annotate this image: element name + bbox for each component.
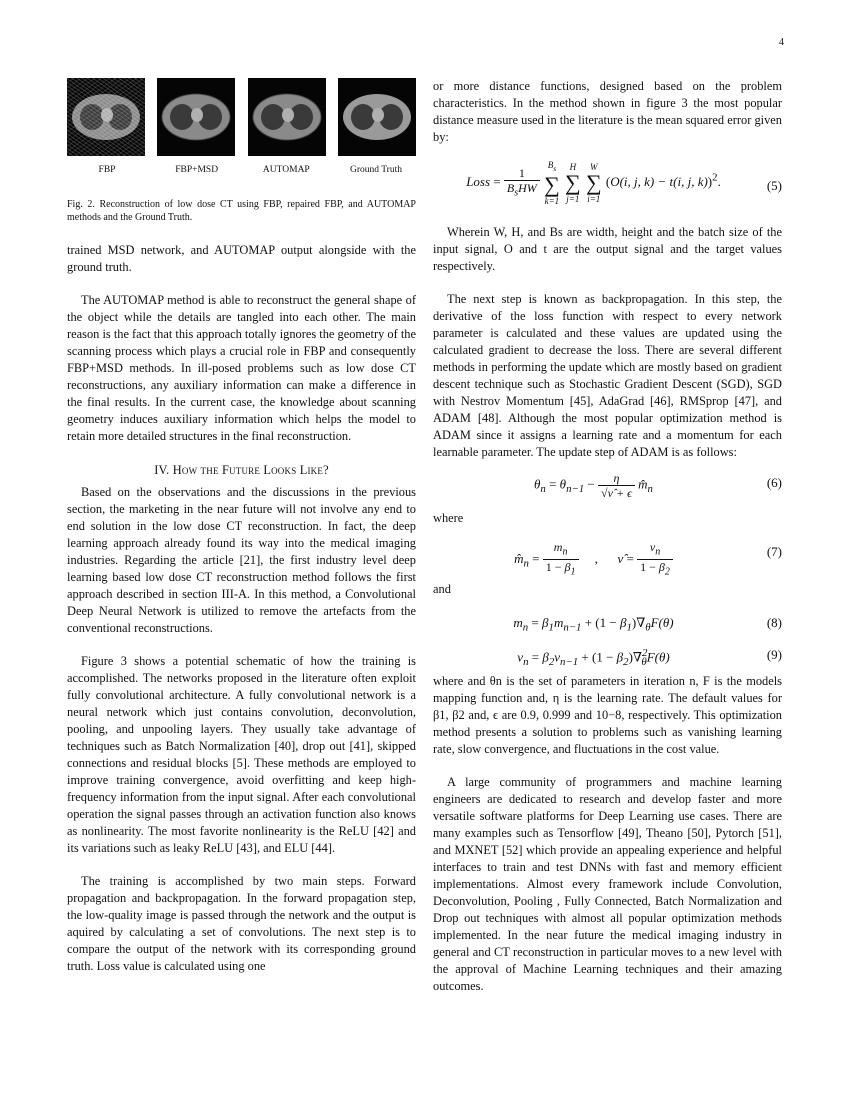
equation-6: $\theta_n = \theta_{n-1}$ − $\frac{\eta}{√\nû + \epsilon}$ $m̂_n$ (6) [534,471,782,500]
paragraph: A large community of programmers and machine learning engineers are dedicated to research and develop faster and more versatile software platforms for Deep Learning use cases. There are many examples such as Tensorflow [49], Theano [50], Pytorch [51], and MXNET [52] which provide an appealing experience and helpful interfaces to train and test DNNs with fast and memory efficient implementations. Almost every framework include Convolution, Deconvolution, Pooling , Fully Connected, Batch Normalization and Drop out techniques with almost all popular optimization methods implemented. In the near future the medical imaging industry in general and CT reconstruction in particular moves to a new level with the approval of Machine Learning techniques and their amazing outcomes. [433,775,782,993]
ct-image-fbp [67,78,145,156]
ct-image-automap [248,78,326,156]
equation-number: (9) [766,647,782,662]
paragraph: Wherein W, H, and Bs are width, height and the batch size of the input signal, O and t are the output signal and the target values respectively. [433,225,782,273]
text-and: and [433,582,451,596]
right-column [433,78,782,995]
equation-number: (8) [766,615,782,630]
figure-caption: Fig. 2. Reconstruction of low dose CT using FBP, repaired FBP, and AUTOMAP methods and the Ground Truth. [67,199,416,223]
ct-image-ground-truth [338,78,416,156]
paragraph: The AUTOMAP method is able to reconstruct the general shape of the object while the details are tangled into each other. The main reason is the fact that this approach totally ignores the geometry of the scanning process which plays a crucial role in FBP and consequently FBP+MSD methods. In ill-posed problems such as low dose CT reconstructions, any auxiliary information can make a difference in the final results. In the current case, the knowledge about scanning geometry induces auxiliary information which helps the model to retain more detailed structures in the final reconstruction. [67,293,416,443]
paragraph: or more distance functions, designed based on the problem characteristics. In the method shown in figure 3 the most popular distance measure used in the literature is the mean squared error given by: [433,79,782,144]
paragraph: Based on the observations and the discussions in the previous section, the marketing in the near future will not involve any end to end solution in the low dose CT reconstruction. In fact, the deep learning approach already found its way into the medical imaging industries. Regarding the article [21], the first industry level deep learning based low dose CT reconstruction method follows the first approach described in section III-A. In this method, a Convolutional Deep Neural Network is utilized to remove the artefacts from the conventional reconstructions. [67,485,416,635]
section-number: IV. [154,463,170,477]
paragraph: Figure 3 shows a potential schematic of how the training is accomplished. The networks proposed in the literature often exploit fully convolutional architecture. A fully convolutional network is a neural network which just contains convolution, deconvolution, pooling, and unpooling layers. They usually take advantage of techniques such as Batch Normalization [40], drop out [41], skipped connections and residual blocks [5]. These methods are employed to improve training convergence, avoid overfitting and keep high-frequency information from the input signal. After each convolutional operation the signal passes through an activation function also knows as nonlinearity. The most favorite nonlinearity is the ReLU [42] and its variations such as leaky ReLU [43], and ELU [44]. [67,654,416,855]
equation-8: $m_n = \beta_1m_{n-1} + (1 - \beta_1)\nabla_\theta F(\theta)$ (8) [513,615,782,634]
equation-number: (6) [766,475,782,490]
section-title: How the Future Looks Like? [172,463,329,477]
figure-label: FBP+MSD [175,165,219,175]
paragraph: The next step is known as backpropagation. In this step, the derivative of the loss function with respect to every network parameter is calculated and these values are updated using the calculated gradient to decrease the loss. There are several different methods in performing the update which are mostly based on gradient descent technique such as Stochastic Gradient Descent (SGD), SGD with Nestrov Momentum [45], AdaGrad [46], RMSprop [47], and ADAM [48]. Although the most popular optimization method is ADAM since it assigns a learning rate and a momentum for each learnable parameter. The update step of ADAM is as follows: [433,292,782,459]
section-heading [67,463,416,478]
page-number: 4 [779,37,784,48]
equation-number: (5) [766,178,782,193]
paragraph: where and θn is the set of parameters in iteration n, F is the models mapping function and, η is the learning rate. The default values for β1, β2 and, ϵ are 0.9, 0.999 and 10−8, respectively. This optimization method presents a solution to problems such as vanishing learning rate, slow convergence, and fluctuations in the cost value. [433,674,782,756]
figure-images [67,78,416,156]
ct-image-fbp-msd [157,78,235,156]
figure-label: FBP [98,165,116,175]
figure-label: AUTOMAP [262,165,310,175]
figure-2 [67,78,416,224]
equation-9: $\nu_n = \beta_2\nu_{n-1} + (1 - \beta_2)\nabla^2_\theta F(\theta)$ (9) [517,647,782,668]
equation-number: (7) [766,544,782,559]
left-column [67,78,416,975]
text-where: where [433,511,464,525]
figure-labels [67,165,416,175]
equation-5: Loss = $\frac{1}{B_sHW}$ $B_s$ ∑ k=1 H ∑ j=1 W ∑ i=1 (O(i, j, k) − t(i, j, k))$^2$. (5) [466,160,782,206]
figure-label: Ground Truth [349,165,402,175]
equation-7: $m̂_n$ = $\frac{m_n}{1 - \beta_1}$ , ν̂ = $\frac{\nu_n}{1 - \beta_2}$ (7) [514,540,782,578]
paragraph: trained MSD network, and AUTOMAP output alongside with the ground truth. [67,243,416,274]
paragraph: The training is accomplished by two main steps. Forward propagation and backpropagation. In the forward propagation step, the low-quality image is passed through the network and the output is aquired by calculating a set of convolutions. The next step is to compare the output of the network with its corresponding ground truth. Loss value is calculated using one [67,874,416,973]
